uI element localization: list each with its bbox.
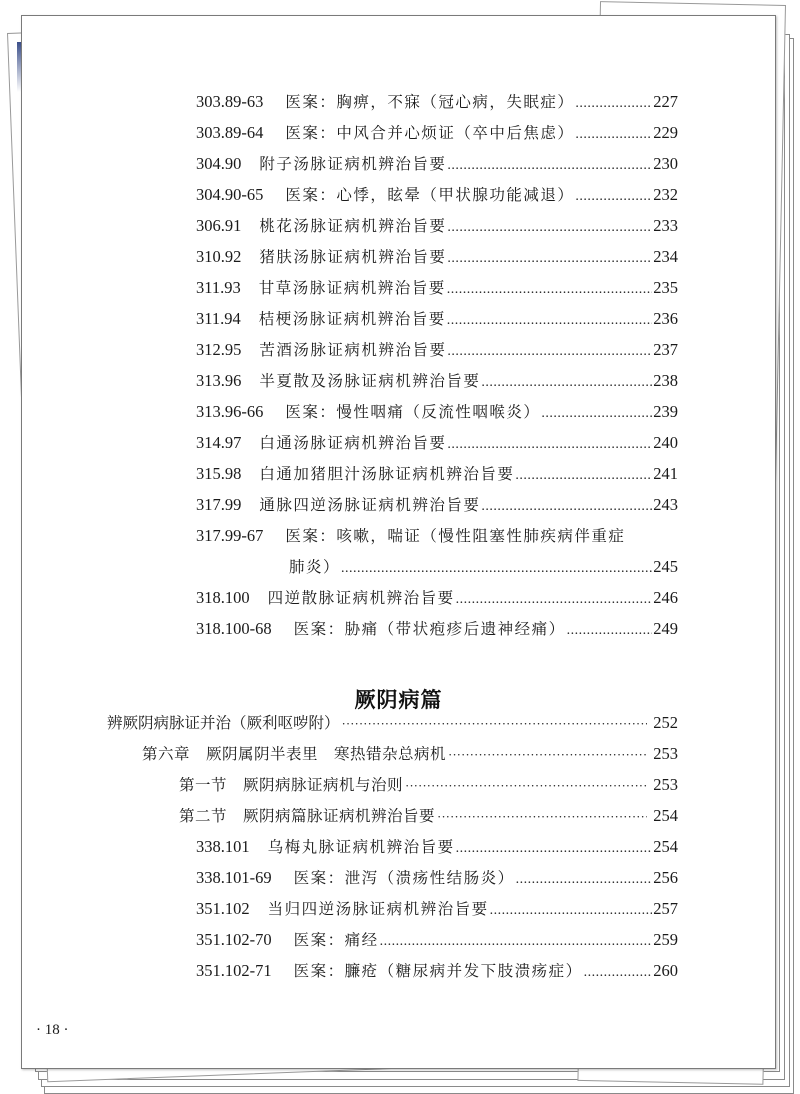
toc-entry[interactable] bbox=[196, 495, 678, 517]
leader-dots bbox=[447, 249, 652, 269]
entry-page: 234 bbox=[653, 247, 678, 266]
leader-dots bbox=[448, 745, 647, 765]
entry-number: 311.93 bbox=[196, 278, 241, 297]
leader-dots bbox=[490, 901, 653, 921]
entry-page: 249 bbox=[653, 619, 678, 638]
toc-entry[interactable] bbox=[196, 837, 678, 859]
toc-entry[interactable] bbox=[196, 402, 678, 424]
entry-page: 257 bbox=[653, 899, 678, 918]
toc-subsection-entry[interactable] bbox=[179, 806, 678, 827]
toc-entry-multiline[interactable] bbox=[196, 526, 678, 546]
leader-dots bbox=[447, 280, 652, 300]
toc-entry[interactable] bbox=[196, 899, 678, 921]
entry-number: 304.90-65 bbox=[196, 185, 264, 204]
entry-number: 310.92 bbox=[196, 247, 242, 266]
entry-title: 附子汤脉证病机辨治旨要 bbox=[259, 155, 447, 173]
toc-entry[interactable] bbox=[196, 371, 678, 393]
entry-title: 桔梗汤脉证病机辨治旨要 bbox=[258, 310, 446, 328]
entry-number: 351.102-71 bbox=[196, 961, 272, 980]
entry-page: 259 bbox=[653, 930, 678, 949]
entry-number: 317.99-67 bbox=[196, 526, 264, 545]
entry-title: 医案：痛经 bbox=[293, 931, 379, 949]
toc-entry[interactable] bbox=[196, 930, 678, 952]
entry-title: 医案：胁痛（带状疱疹后遗神经痛） bbox=[293, 620, 566, 638]
leader-dots bbox=[405, 776, 647, 796]
entry-title: 甘草汤脉证病机辨治旨要 bbox=[258, 279, 446, 297]
entry-number: 314.97 bbox=[196, 433, 242, 452]
entry-page: 235 bbox=[653, 278, 678, 297]
leader-dots bbox=[516, 870, 653, 890]
entry-page: 246 bbox=[653, 588, 678, 607]
entry-page: 239 bbox=[653, 402, 678, 421]
leader-dots bbox=[584, 963, 653, 983]
leader-dots bbox=[515, 466, 652, 486]
toc-entry[interactable] bbox=[196, 309, 678, 331]
entry-title: 当归四逆汤脉证病机辨治旨要 bbox=[267, 900, 489, 918]
section-heading: 厥阴病篇 bbox=[354, 688, 443, 712]
entry-title: 医案：泄泻（溃疡性结肠炎） bbox=[293, 869, 515, 887]
toc-page bbox=[21, 15, 776, 1069]
toc-entry[interactable] bbox=[196, 619, 678, 641]
toc-entry[interactable] bbox=[196, 588, 678, 610]
entry-page: 236 bbox=[653, 309, 678, 328]
entry-title: 医案：臁疮（糖尿病并发下肢溃疡症） bbox=[293, 962, 583, 980]
entry-page: 260 bbox=[653, 961, 678, 980]
entry-number: 318.100 bbox=[196, 588, 250, 607]
entry-title: 桃花汤脉证病机辨治旨要 bbox=[259, 217, 447, 235]
entry-page: 256 bbox=[653, 868, 678, 887]
leader-dots bbox=[575, 94, 652, 114]
toc-subsection-entry[interactable] bbox=[179, 775, 678, 796]
entry-number: 351.102-70 bbox=[196, 930, 272, 949]
leader-dots bbox=[541, 404, 652, 424]
leader-dots bbox=[447, 218, 652, 238]
entry-page: 240 bbox=[653, 433, 678, 452]
entry-page: 254 bbox=[653, 837, 678, 856]
entry-number: 303.89-63 bbox=[196, 92, 264, 111]
toc-entry[interactable] bbox=[196, 123, 678, 145]
page-folio: · 18 · bbox=[36, 1022, 69, 1038]
toc-entry-continuation[interactable] bbox=[289, 557, 678, 579]
entry-title: 半夏散及汤脉证病机辨治旨要 bbox=[259, 372, 481, 390]
leader-dots bbox=[341, 559, 652, 579]
leader-dots bbox=[456, 839, 653, 859]
entry-number: 338.101 bbox=[196, 837, 250, 856]
entry-number: 306.91 bbox=[196, 216, 242, 235]
entry-title: 猪肤汤脉证病机辨治旨要 bbox=[259, 248, 447, 266]
entry-number: 318.100-68 bbox=[196, 619, 272, 638]
leader-dots bbox=[575, 187, 652, 207]
entry-title: 白通加猪胆汁汤脉证病机辨治旨要 bbox=[259, 465, 515, 483]
leader-dots bbox=[342, 714, 648, 734]
leader-dots bbox=[567, 621, 653, 641]
leader-dots bbox=[447, 311, 652, 331]
entry-page: 253 bbox=[653, 744, 678, 763]
entry-page: 237 bbox=[653, 340, 678, 359]
toc-entry[interactable] bbox=[196, 216, 678, 238]
toc-part-entry[interactable] bbox=[107, 713, 678, 734]
entry-number: 313.96 bbox=[196, 371, 242, 390]
leader-dots bbox=[437, 807, 647, 827]
entry-page: 252 bbox=[653, 713, 678, 732]
entry-title: 医案：胸痹，不寐（冠心病，失眠症） bbox=[285, 93, 575, 111]
toc-entry[interactable] bbox=[196, 961, 678, 983]
entry-title: 医案：慢性咽痛（反流性咽喉炎） bbox=[285, 403, 541, 421]
entry-title: 乌梅丸脉证病机辨治旨要 bbox=[267, 838, 455, 856]
entry-page: 243 bbox=[653, 495, 678, 514]
toc-entry[interactable] bbox=[196, 154, 678, 176]
toc-entry[interactable] bbox=[196, 92, 678, 114]
entry-title: 白通汤脉证病机辨治旨要 bbox=[259, 434, 447, 452]
entry-number: 312.95 bbox=[196, 340, 242, 359]
leader-dots bbox=[447, 342, 652, 362]
entry-number: 338.101-69 bbox=[196, 868, 272, 887]
subsection-title: 第二节 厥阴病篇脉证病机辨治旨要 bbox=[179, 807, 436, 825]
entry-number: 317.99 bbox=[196, 495, 242, 514]
leader-dots bbox=[575, 125, 652, 145]
toc-entry[interactable] bbox=[196, 433, 678, 455]
toc-entry[interactable] bbox=[196, 278, 678, 300]
entry-page: 233 bbox=[653, 216, 678, 235]
entry-title-continued: 肺炎） bbox=[289, 558, 341, 576]
toc-entry[interactable] bbox=[196, 247, 678, 269]
leader-dots bbox=[447, 435, 652, 455]
chapter-title: 第六章 厥阴属阴半表里 寒热错杂总病机 bbox=[142, 745, 447, 763]
entry-number: 315.98 bbox=[196, 464, 242, 483]
leader-dots bbox=[447, 156, 652, 176]
entry-title: 通脉四逆汤脉证病机辨治旨要 bbox=[259, 496, 481, 514]
leader-dots bbox=[481, 497, 652, 517]
entry-page: 238 bbox=[653, 371, 678, 390]
entry-page: 254 bbox=[653, 806, 678, 825]
entry-page: 227 bbox=[653, 92, 678, 111]
entry-page: 229 bbox=[653, 123, 678, 142]
toc-entry[interactable] bbox=[196, 868, 678, 890]
entry-number: 311.94 bbox=[196, 309, 241, 328]
entry-title: 医案：咳嗽，喘证（慢性阻塞性肺疾病伴重症 bbox=[285, 527, 626, 545]
entry-page: 232 bbox=[653, 185, 678, 204]
entry-title: 苦酒汤脉证病机辨治旨要 bbox=[259, 341, 447, 359]
toc-entry[interactable] bbox=[196, 340, 678, 362]
entry-page: 230 bbox=[653, 154, 678, 173]
leader-dots bbox=[481, 373, 652, 393]
entry-number: 313.96-66 bbox=[196, 402, 264, 421]
entry-title: 医案：心悸，眩晕（甲状腺功能减退） bbox=[285, 186, 575, 204]
subsection-title: 第一节 厥阴病脉证病机与治则 bbox=[179, 776, 404, 794]
entry-title: 医案：中风合并心烦证（卒中后焦虑） bbox=[285, 124, 575, 142]
entry-number: 304.90 bbox=[196, 154, 242, 173]
part-title: 辨厥阴病脉证并治（厥利呕哕附） bbox=[107, 714, 340, 732]
entry-title: 四逆散脉证病机辨治旨要 bbox=[267, 589, 455, 607]
leader-dots bbox=[380, 932, 653, 952]
entry-number: 303.89-64 bbox=[196, 123, 264, 142]
entry-number: 351.102 bbox=[196, 899, 250, 918]
toc-entry[interactable] bbox=[196, 185, 678, 207]
toc-chapter-entry[interactable] bbox=[142, 744, 678, 765]
entry-page: 253 bbox=[653, 775, 678, 794]
entry-page: 241 bbox=[653, 464, 678, 483]
entry-page: 245 bbox=[653, 557, 678, 576]
leader-dots bbox=[456, 590, 653, 610]
toc-entry[interactable] bbox=[196, 464, 678, 486]
